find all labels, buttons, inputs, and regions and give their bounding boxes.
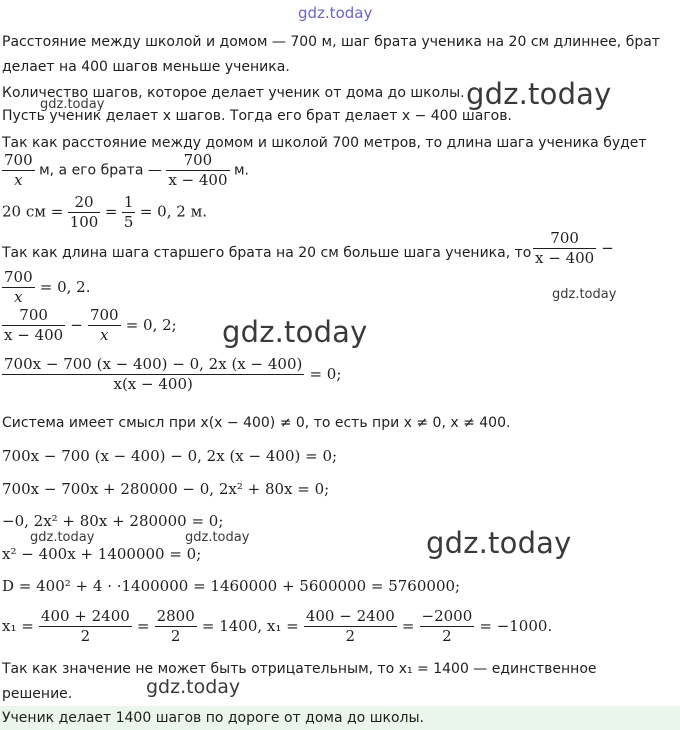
watermark-top: gdz.today [298, 4, 373, 22]
answer-highlight [0, 706, 680, 730]
text-line-5: Так как расстояние между домом и школой 700 метров, то длина шага ученика будет [2, 135, 647, 151]
watermark-small: gdz.today [40, 97, 105, 112]
formula-equation-b: $\frac{700}{x - 400}$ − $\frac{700}{x}$ = 0, 2; [4, 306, 177, 344]
watermark-small: gdz.today [30, 530, 95, 545]
text-conclusion-2: решение. [2, 686, 73, 702]
watermark-big: gdz.today [222, 315, 368, 349]
formula-roots: x₁ = $\frac{400 + 2400}{2}$ = $\frac{2800}{2}$ = 1400, x₁ = $\frac{400 - 2400}{2}$ = $\frac{-2000}{2}$ = −1000. [2, 607, 553, 645]
text-conclusion-1: Так как значение не может быть отрицательным, то x₁ = 1400 — единственное [2, 661, 597, 677]
watermark-small: gdz.today [552, 287, 617, 302]
formula-combined-fraction: $\frac{700x - 700 (x - 400) - 0, 2x (x - 400)}{x(x - 400)}$ = 0; [4, 355, 342, 393]
watermark-big: gdz.today [426, 526, 572, 560]
text-line-2: делает на 400 шагов меньше ученика. [2, 59, 290, 75]
formula-expand-1: 700x − 700 (x − 400) − 0, 2x (x − 400) = 0; [2, 447, 338, 465]
text-line-3: Количество шагов, которое делает ученик от дома до школы. [2, 85, 465, 101]
formula-equation-a: $\frac{700}{x}$ = 0, 2. [4, 268, 91, 306]
watermark-medium: gdz.today [146, 676, 241, 698]
text-line-8: Так как длина шага старшего брата на 20 см больше шага ученика, то [2, 245, 532, 261]
formula-discriminant: D = 400² + 4 · ·1400000 = 1460000 + 5600000 = 5760000; [2, 577, 461, 595]
formula-expand-2: 700x − 700x + 280000 − 0, 2x² + 80x = 0; [2, 480, 330, 498]
formula-20cm: 20 см = $\frac{20}{100}$ = $\frac{1}{5}$ = 0, 2 м. [2, 193, 208, 231]
watermark-big: gdz.today [466, 77, 612, 111]
formula-expand-3: −0, 2x² + 80x + 280000 = 0; [2, 512, 224, 530]
text-line-4: Пусть ученик делает x шагов. Тогда его брат делает x − 400 шагов. [2, 108, 512, 124]
answer-text: Ученик делает 1400 шагов по дороге от дома до школы. [2, 710, 424, 726]
formula-quadratic: x² − 400x + 1400000 = 0; [2, 545, 202, 563]
watermark-small: gdz.today [185, 530, 250, 545]
formula-step-lengths: $\frac{700}{x}$ м, а его брата — $\frac{700}{x - 400}$ м. [4, 151, 249, 189]
text-line-1: Расстояние между школой и домом — 700 м, шаг брата ученика на 20 см длиннее, брат [2, 34, 660, 50]
formula-frac-brother: $\frac{700}{x - 400}$ − [535, 229, 614, 267]
text-domain-condition: Система имеет смысл при x(x − 400) ≠ 0, то есть при x ≠ 0, x ≠ 400. [2, 415, 511, 431]
